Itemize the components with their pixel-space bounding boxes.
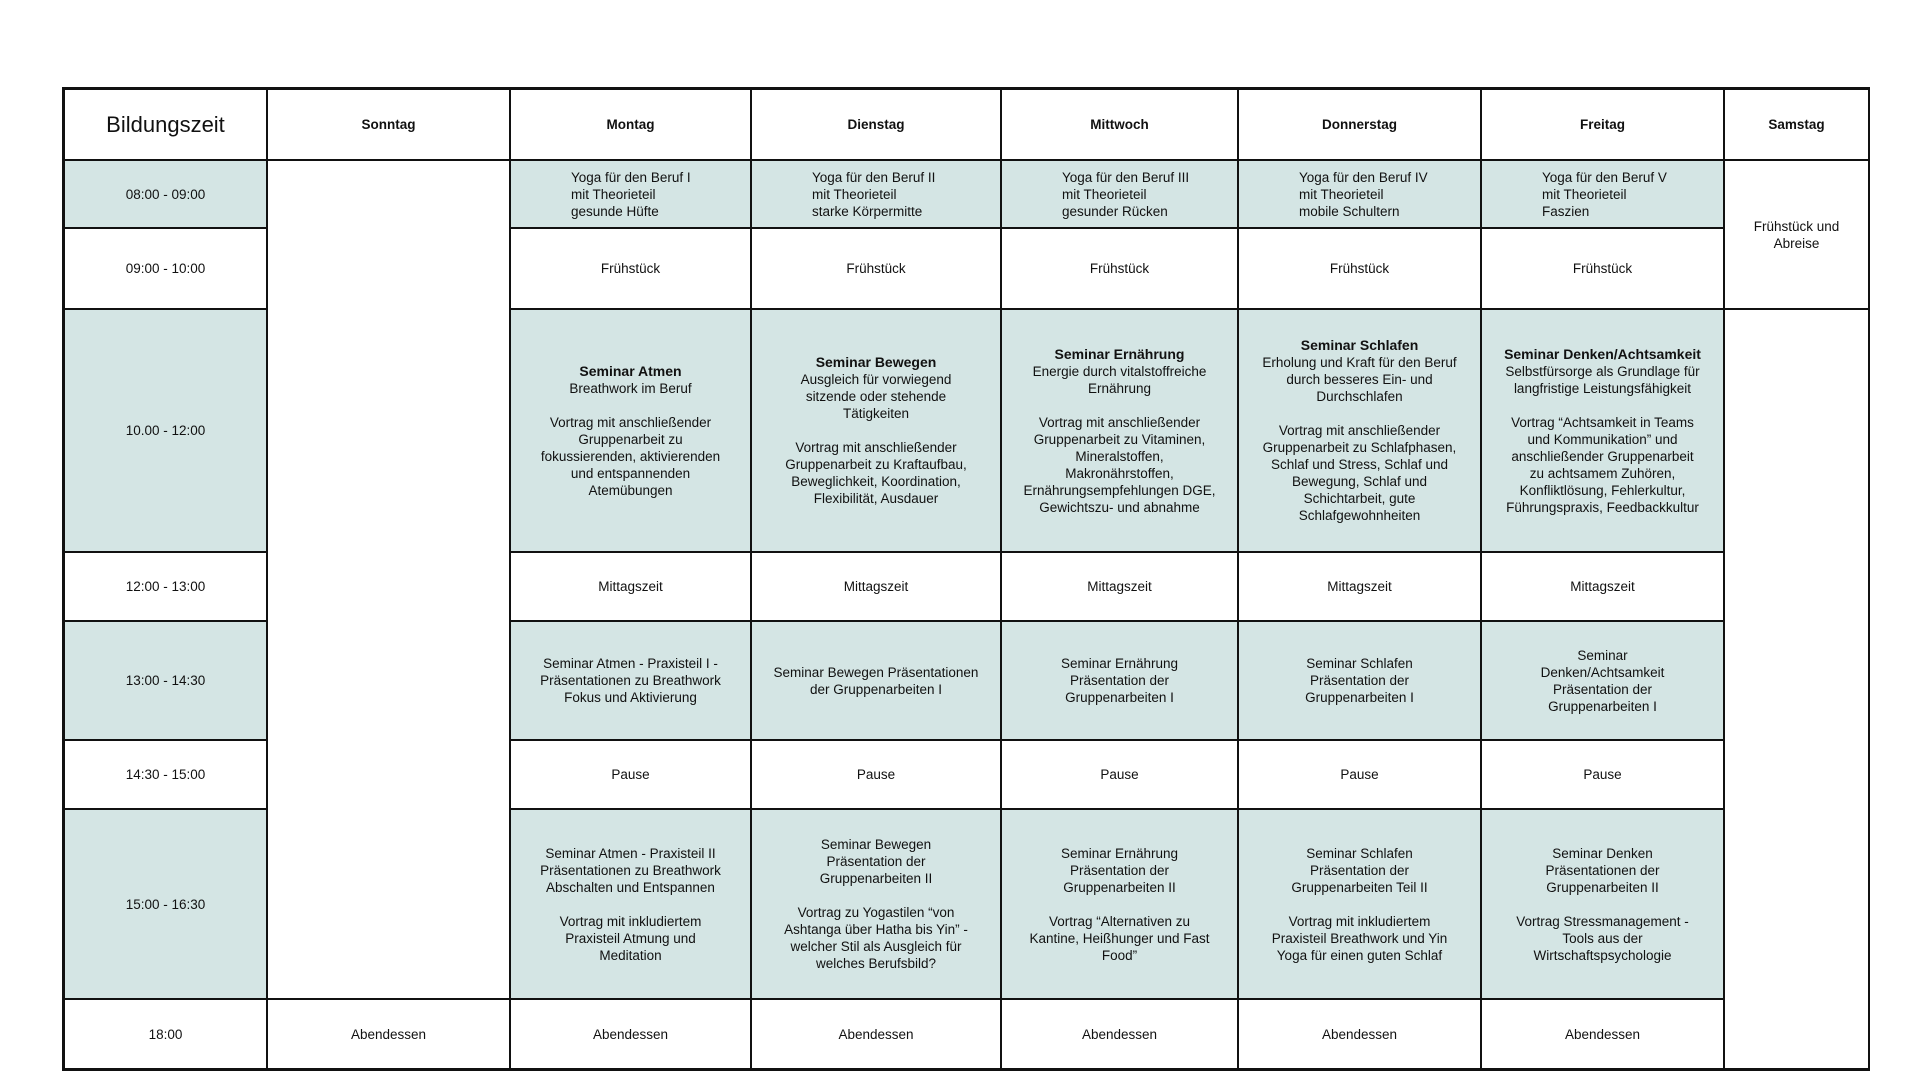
seminar-subtitle: Breathwork im Beruf bbox=[569, 380, 692, 396]
late-session-cell: Seminar Bewegen Präsentation der Gruppenarbeiten II Vortrag zu Yogastilen “von Ashtanga über Hatha bis Yin” - welcher Stil als Ausgleich für welches Berufsbild? bbox=[750, 808, 1002, 1000]
pause-cell: Pause bbox=[750, 739, 1002, 810]
pause-cell: Pause bbox=[509, 739, 752, 810]
lunch-cell: Mittagszeit bbox=[509, 551, 752, 622]
seminar-description: Vortrag mit anschließender Gruppenarbeit zu fokussierenden, aktivierenden und entspannenden Atemübungen bbox=[540, 414, 721, 498]
seminar-title: Seminar Bewegen bbox=[815, 354, 937, 370]
yoga-cell-mittwoch: Yoga für den Beruf III mit Theorieteil gesunder Rücken bbox=[1000, 159, 1239, 229]
late-session-cell: Seminar Ernährung Präsentation der Gruppenarbeiten II Vortrag “Alternativen zu Kantine, Heißhunger und Fast Food” bbox=[1000, 808, 1239, 1000]
seminar-title: Seminar Denken/Achtsamkeit bbox=[1504, 345, 1701, 362]
time-slot: 14:30 - 15:00 bbox=[63, 739, 268, 810]
lunch-cell: Mittagszeit bbox=[750, 551, 1002, 622]
afternoon-session-cell: Seminar Atmen - Praxisteil I - Präsentationen zu Breathwork Fokus und Aktivierung bbox=[509, 620, 752, 741]
seminar-title: Seminar Schlafen bbox=[1300, 337, 1419, 353]
dinner-cell: Abendessen bbox=[1480, 998, 1725, 1070]
pause-cell: Pause bbox=[1000, 739, 1239, 810]
yoga-cell-montag: Yoga für den Beruf I mit Theorieteil gesunde Hüfte bbox=[509, 159, 752, 229]
seminar-description: Vortrag mit anschließender Gruppenarbeit zu Kraftaufbau, Beweglichkeit, Koordination, Flexibilität, Ausdauer bbox=[785, 440, 967, 506]
seminar-subtitle: Selbstfürsorge als Grundlage für langfristige Leistungsfähigkeit bbox=[1505, 363, 1700, 396]
late-session-cell: Seminar Schlafen Präsentation der Gruppenarbeiten Teil II Vortrag mit inkludiertem Praxisteil Breathwork und Yin Yoga für einen guten Schlaf bbox=[1237, 808, 1482, 1000]
header-montag: Montag bbox=[509, 88, 752, 161]
breakfast-cell: Frühstück bbox=[750, 227, 1002, 310]
yoga-cell-freitag: Yoga für den Beruf V mit Theorieteil Faszien bbox=[1480, 159, 1725, 229]
seminar-description: Vortrag mit anschließender Gruppenarbeit zu Schlafphasen, Schlaf und Stress, Schlaf und Bewegung, Schlaf und Schichtarbeit, gute Schlafgewohnheiten bbox=[1262, 423, 1457, 523]
dinner-cell: Abendessen bbox=[509, 998, 752, 1070]
header-mittwoch: Mittwoch bbox=[1000, 88, 1239, 161]
seminar-cell-donnerstag bbox=[1237, 308, 1482, 553]
header-samstag: Samstag bbox=[1723, 88, 1870, 161]
header-freitag: Freitag bbox=[1480, 88, 1725, 161]
header-sonntag: Sonntag bbox=[266, 88, 511, 161]
seminar-cell-dienstag bbox=[750, 308, 1002, 553]
dinner-cell: Abendessen bbox=[750, 998, 1002, 1070]
seminar-title: Seminar Atmen bbox=[579, 362, 682, 379]
time-slot: 10.00 - 12:00 bbox=[63, 308, 268, 553]
seminar-cell-mittwoch bbox=[1000, 308, 1239, 553]
breakfast-cell: Frühstück bbox=[509, 227, 752, 310]
dinner-cell: Abendessen bbox=[266, 998, 511, 1070]
lunch-cell: Mittagszeit bbox=[1480, 551, 1725, 622]
time-slot: 13:00 - 14:30 bbox=[63, 620, 268, 741]
time-slot: 12:00 - 13:00 bbox=[63, 551, 268, 622]
time-slot: 08:00 - 09:00 bbox=[63, 159, 268, 229]
afternoon-session-cell: Seminar Schlafen Präsentation der Gruppenarbeiten I bbox=[1237, 620, 1482, 741]
pause-cell: Pause bbox=[1480, 739, 1725, 810]
seminar-description: Vortrag “Achtsamkeit in Teams und Kommunikation” und anschließender Gruppenarbeit zu achtsamem Zuhören, Konfliktlösung, Fehlerkultur, Führungspraxis, Feedbackkultur bbox=[1506, 414, 1699, 515]
header-donnerstag: Donnerstag bbox=[1237, 88, 1482, 161]
afternoon-session-cell: Seminar Ernährung Präsentation der Gruppenarbeiten I bbox=[1000, 620, 1239, 741]
breakfast-cell: Frühstück bbox=[1000, 227, 1239, 310]
breakfast-cell: Frühstück bbox=[1237, 227, 1482, 310]
seminar-subtitle: Erholung und Kraft für den Beruf durch besseres Ein- und Durchschlafen bbox=[1262, 355, 1457, 404]
pause-cell: Pause bbox=[1237, 739, 1482, 810]
seminar-subtitle: Energie durch vitalstoffreiche Ernährung bbox=[1032, 363, 1207, 396]
lunch-cell: Mittagszeit bbox=[1237, 551, 1482, 622]
lunch-cell: Mittagszeit bbox=[1000, 551, 1239, 622]
afternoon-session-cell: Seminar Denken/Achtsamkeit Präsentation der Gruppenarbeiten I bbox=[1480, 620, 1725, 741]
time-slot: 15:00 - 16:30 bbox=[63, 808, 268, 1000]
schedule-table bbox=[62, 87, 1870, 1071]
header-dienstag: Dienstag bbox=[750, 88, 1002, 161]
seminar-subtitle: Ausgleich für vorwiegend sitzende oder stehende Tätigkeiten bbox=[800, 372, 952, 421]
afternoon-session-cell: Seminar Bewegen Präsentationen der Gruppenarbeiten I bbox=[750, 620, 1002, 741]
yoga-cell-donnerstag: Yoga für den Beruf IV mit Theorieteil mobile Schultern bbox=[1237, 159, 1482, 229]
saturday-empty bbox=[1723, 308, 1870, 1070]
time-slot: 18:00 bbox=[63, 998, 268, 1070]
seminar-description: Vortrag mit anschließender Gruppenarbeit zu Vitaminen, Mineralstoffen, Makronährstoffen, Ernährungsempfehlungen DGE, Gewichtszu- und abnahme bbox=[1023, 414, 1216, 515]
yoga-cell-dienstag: Yoga für den Beruf II mit Theorieteil starke Körpermitte bbox=[750, 159, 1002, 229]
dinner-cell: Abendessen bbox=[1000, 998, 1239, 1070]
late-session-cell: Seminar Denken Präsentationen der Gruppenarbeiten II Vortrag Stressmanagement - Tools aus der Wirtschaftspsychologie bbox=[1480, 808, 1725, 1000]
seminar-cell-freitag bbox=[1480, 308, 1725, 553]
table-title: Bildungszeit bbox=[63, 88, 268, 161]
dinner-cell: Abendessen bbox=[1237, 998, 1482, 1070]
saturday-breakfast-departure: Frühstück und Abreise bbox=[1723, 159, 1870, 310]
seminar-cell-montag bbox=[509, 308, 752, 553]
late-session-cell: Seminar Atmen - Praxisteil II Präsentationen zu Breathwork Abschalten und Entspannen Vortrag mit inkludiertem Praxisteil Atmung und Meditation bbox=[509, 808, 752, 1000]
time-slot: 09:00 - 10:00 bbox=[63, 227, 268, 310]
breakfast-cell: Frühstück bbox=[1480, 227, 1725, 310]
sunday-empty bbox=[266, 159, 511, 1000]
seminar-title: Seminar Ernährung bbox=[1054, 345, 1185, 362]
